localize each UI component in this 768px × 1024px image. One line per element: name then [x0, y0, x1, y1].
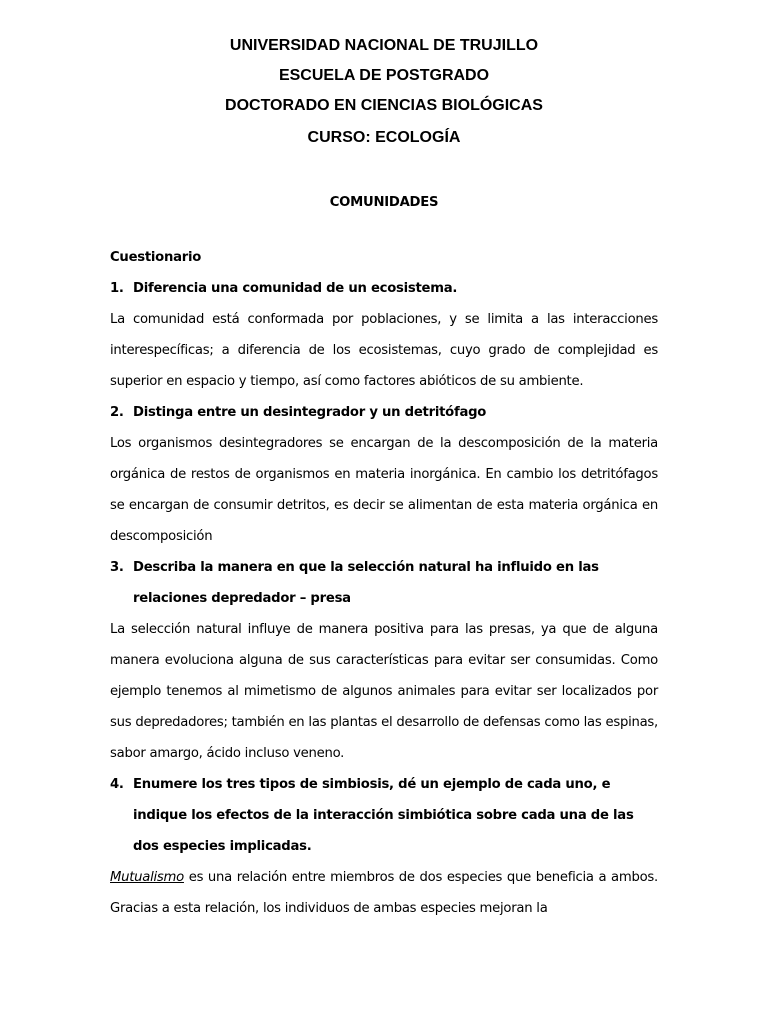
question-text: Enumere los tres tipos de simbiosis, dé un ejemplo de cada uno, e indique los efectos de la interacción simbiótica sobre cada una de las dos especies implicadas.	[133, 777, 634, 854]
answer-4	[110, 862, 658, 924]
question-4	[110, 769, 658, 862]
question-text: Describa la manera en que la selección natural ha influido en las relaciones depredador – presa	[133, 560, 599, 606]
document-body	[110, 187, 658, 924]
school-name: ESCUELA DE POSTGRADO	[278, 67, 490, 84]
question-2	[110, 397, 658, 428]
question-1	[110, 273, 658, 304]
university-name: UNIVERSIDAD NACIONAL DE TRUJILLO	[229, 37, 539, 54]
program-name: DOCTORADO EN CIENCIAS BIOLÓGICAS	[225, 97, 543, 114]
question-text: Distinga entre un desintegrador y un detritófago	[133, 405, 487, 420]
question-number: 4.	[110, 777, 124, 792]
question-number: 2.	[110, 405, 124, 420]
section-label: Cuestionario	[110, 250, 202, 265]
question-number: 1.	[110, 281, 124, 296]
document-title: COMUNIDADES	[329, 195, 439, 210]
answer-term: Mutualismo	[110, 870, 184, 885]
answer-3: La selección natural influye de manera positiva para las presas, ya que de alguna manera evoluciona alguna de sus características para evitar ser consumidas. Como ejemplo tenemos al mimetismo de algunos animales para evitar ser localizados por sus depredadores; también en las plantas el desarrollo de defensas como las espinas, sabor amargo, ácido incluso veneno.	[110, 622, 658, 761]
question-text: Diferencia una comunidad de un ecosistema.	[133, 281, 458, 296]
answer-2: Los organismos desintegradores se encargan de la descomposición de la materia orgánica de restos de organismos en materia inorgánica. En cambio los detritófagos se encargan de consumir detritos, es decir se alimentan de esta materia orgánica en descomposición	[110, 436, 658, 544]
course-name: CURSO: ECOLOGÍA	[307, 129, 461, 146]
answer-text: es una relación entre miembros de dos especies que beneficia a ambos. Gracias a esta relación, los individuos de ambas especies mejoran la	[110, 870, 658, 916]
answer-1: La comunidad está conformada por poblaciones, y se limita a las interacciones interespecíficas; a diferencia de los ecosistemas, cuyo grado de complejidad es superior en espacio y tiempo, así como factores abióticos de su ambiente.	[110, 312, 658, 389]
question-number: 3.	[110, 560, 124, 575]
question-3	[110, 552, 658, 614]
